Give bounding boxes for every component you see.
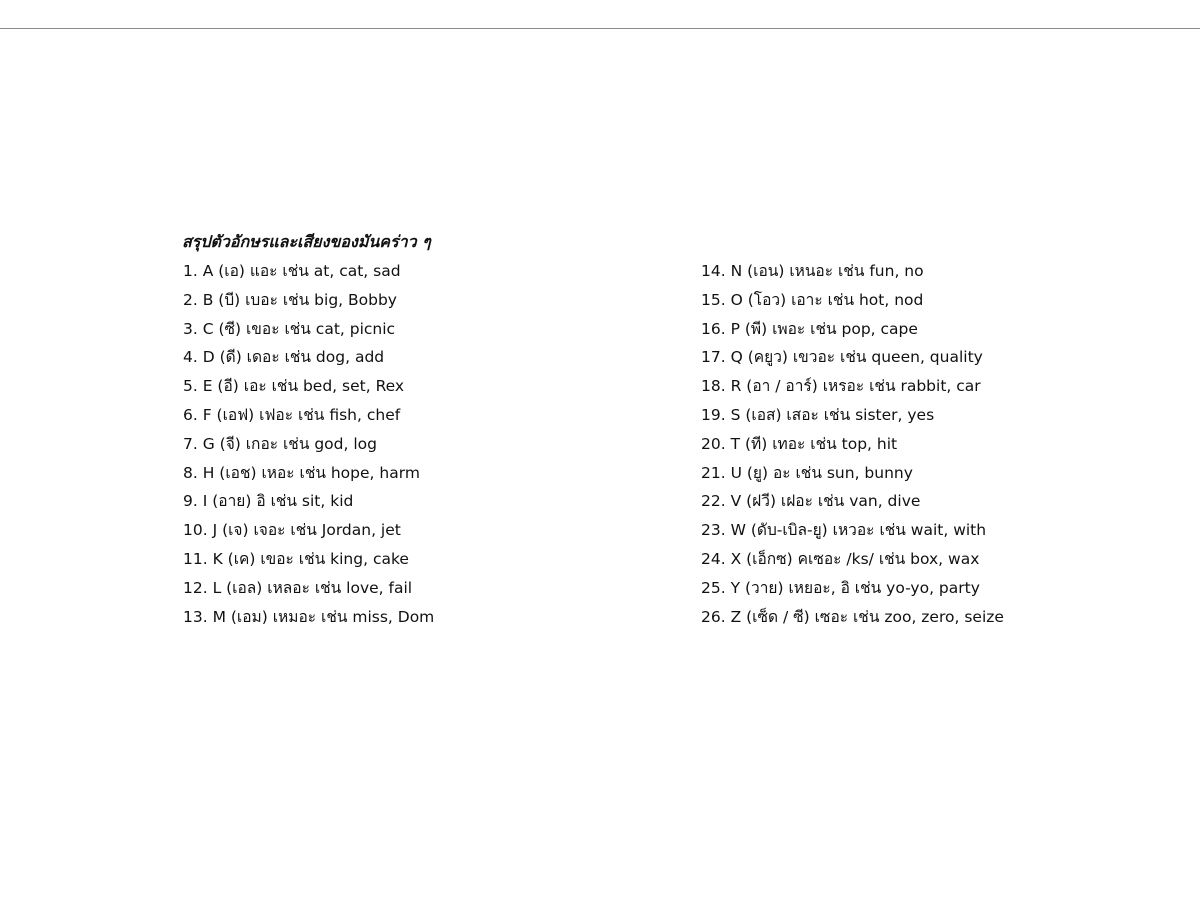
list-item: 14. N (เอน) เหนอะ เช่น fun, no: [701, 262, 924, 280]
list-item: 9. I (อาย) อิ เช่น sit, kid: [183, 492, 354, 511]
list-item: 21. U (ยู) อะ เช่น sun, bunny: [701, 463, 913, 482]
list-item: 12. L (เอล) เหลอะ เช่น love, fail: [183, 578, 413, 597]
list-item: 23. W (ดับ-เบิล-ยู) เหวอะ เช่น wait, with: [701, 521, 987, 540]
list-item: 5. E (อี) เอะ เช่น bed, set, Rex: [183, 377, 405, 396]
list-item: 10. J (เจ) เจอะ เช่น Jordan, jet: [183, 521, 401, 540]
list-item: 8. H (เอช) เหอะ เช่น hope, harm: [183, 463, 420, 482]
list-item: 13. M (เอม) เหมอะ เช่น miss, Dom: [183, 607, 435, 626]
letter-list-right: [701, 259, 1004, 633]
list-item: 26. Z (เซ็ด / ซี) เซอะ เช่น zoo, zero, seize: [701, 607, 1004, 626]
list-item: 6. F (เอฟ) เฟอะ เช่น fish, chef: [183, 405, 401, 424]
document-title: สรุปตัวอักษรและเสียงของมันคร่าว ๆ: [182, 232, 431, 251]
list-item: 24. X (เอ็กซ) คเซอะ /ks/ เช่น box, wax: [701, 549, 980, 568]
list-item: 16. P (พี) เพอะ เช่น pop, cape: [701, 319, 918, 338]
letter-list-left: [183, 259, 434, 633]
list-item: 25. Y (วาย) เหยอะ, อิ เช่น yo-yo, party: [701, 578, 980, 597]
list-item: 17. Q (คยูว) เขวอะ เช่น queen, quality: [701, 348, 983, 367]
list-item: 3. C (ซี) เขอะ เช่น cat, picnic: [183, 319, 396, 338]
list-item: 18. R (อา / อาร์) เหรอะ เช่น rabbit, car: [701, 377, 981, 396]
list-item: 15. O (โอว) เอาะ เช่น hot, nod: [701, 290, 924, 309]
list-item: 22. V (ฝวี) เฝอะ เช่น van, dive: [701, 492, 921, 511]
list-item: 19. S (เอส) เสอะ เช่น sister, yes: [701, 405, 935, 424]
list-item: 20. T (ที) เทอะ เช่น top, hit: [701, 434, 898, 453]
list-item: 7. G (จี) เกอะ เช่น god, log: [183, 434, 377, 453]
top-divider: [0, 28, 1200, 29]
list-item: 11. K (เค) เขอะ เช่น king, cake: [183, 549, 409, 568]
list-item: 4. D (ดี) เดอะ เช่น dog, add: [183, 348, 385, 367]
list-item: 2. B (บี) เบอะ เช่น big, Bobby: [183, 290, 397, 309]
list-item: 1. A (เอ) แอะ เช่น at, cat, sad: [183, 262, 401, 280]
